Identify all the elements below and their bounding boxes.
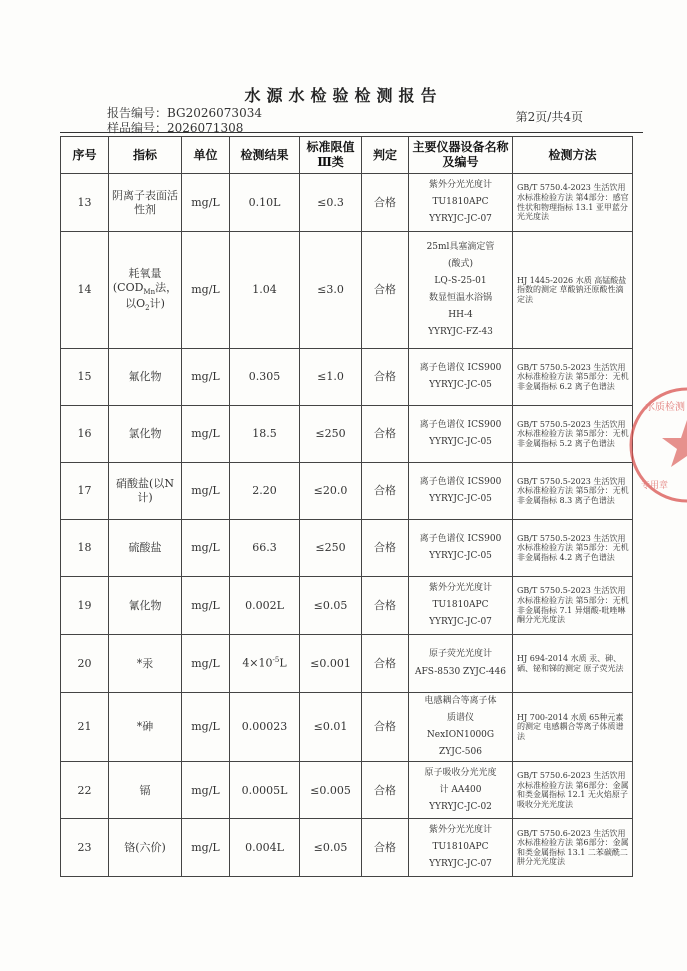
row-instrument [409,406,513,463]
row-result: 1.04 [230,232,300,349]
row-result: 0.002L [230,577,300,635]
instrument-line: TU1810APC [432,196,489,207]
row-instrument [409,232,513,349]
row-verdict: 合格 [362,463,409,520]
row-method: GB/T 5750.5-2023 生活饮用水标准检验方法 第5部分：无机非金属指标 4.2 离子色谱法 [513,520,633,577]
instrument-line: 紫外分光光度计 [428,825,492,836]
row-limit: ≤0.05 [300,819,362,877]
row-limit: ≤250 [300,520,362,577]
row-indicator: 硝酸盐(以N计) [109,463,182,520]
row-limit: ≤20.0 [300,463,362,520]
row-indicator: *砷 [109,693,182,762]
row-instrument [409,693,513,762]
col-header-verdict: 判定 [362,137,409,174]
instrument-line: 计 AA400 [439,784,482,795]
table-header-row [61,137,633,174]
row-instrument [409,349,513,406]
instrument-line: 原子荧光光度计 [428,649,492,660]
instrument-line: 紫外分光光度计 [428,179,492,190]
row-index: 19 [61,577,109,635]
row-instrument [409,174,513,232]
instrument-line: 离子色谱仪 ICS900 [419,419,502,430]
table-row [61,232,633,349]
row-method: GB/T 5750.6-2023 生活饮用水标准检验方法 第6部分：金属和类金属指标 13.1 二苯碳酰二肼分光光度法 [513,819,633,877]
row-indicator: 铬(六价) [109,819,182,877]
table-row [61,693,633,762]
row-index: 18 [61,520,109,577]
row-result: 0.00023 [230,693,300,762]
instrument-line: YYRYJC-JC-05 [429,437,492,447]
row-unit: mg/L [182,635,230,693]
instrument-line: YYRYJC-JC-05 [429,494,492,504]
instrument-line: HH-4 [448,310,473,321]
row-instrument [409,463,513,520]
row-index: 14 [61,232,109,349]
table-row [61,406,633,463]
row-limit: ≤1.0 [300,349,362,406]
stamp-seal [627,380,687,510]
row-indicator: 氯化物 [109,406,182,463]
row-verdict: 合格 [362,819,409,877]
instrument-line: 紫外分光光度计 [428,582,492,593]
row-verdict: 合格 [362,693,409,762]
row-instrument [409,819,513,877]
instrument-line: YYRYJC-JC-07 [429,617,492,628]
instrument-line: AFS-8530 ZYJC-446 [415,666,506,677]
row-instrument [409,762,513,819]
row-index: 13 [61,174,109,232]
row-method: GB/T 5750.5-2023 生活饮用水标准检验方法 第5部分：无机非金属指标 6.2 离子色谱法 [513,349,633,406]
row-indicator: 氰化物 [109,577,182,635]
row-unit: mg/L [182,463,230,520]
row-indicator: 氟化物 [109,349,182,406]
row-index: 20 [61,635,109,693]
instrument-line: TU1810APC [432,599,489,610]
row-result: 0.004L [230,819,300,877]
row-verdict: 合格 [362,762,409,819]
row-index: 21 [61,693,109,762]
instrument-line: NexION1000G [426,730,495,741]
row-unit: mg/L [182,693,230,762]
row-unit: mg/L [182,406,230,463]
header-rule [60,132,643,133]
col-header-method: 检测方法 [513,137,633,174]
row-instrument [409,520,513,577]
instrument-line: LQ-S-25-01 [434,275,487,286]
table-row [61,577,633,635]
instrument-line: YYRYJC-JC-05 [429,380,492,390]
row-verdict: 合格 [362,232,409,349]
row-method: GB/T 5750.5-2023 生活饮用水标准检验方法 第5部分：无机非金属指标 7.1 异烟酸-吡唑啉酮分光光度法 [513,577,633,635]
row-unit: mg/L [182,232,230,349]
row-verdict: 合格 [362,349,409,406]
sample-number: 样品编号：2026071308 [107,121,244,135]
row-indicator: 耗氧量($COD_{Mn}$法，以$O_2$计) [109,232,182,349]
row-result: 18.5 [230,406,300,463]
instrument-line: YYRYJC-JC-05 [429,551,492,561]
instrument-line: YYRYJC-FZ-43 [428,327,493,338]
col-header-unit: 单位 [182,137,230,174]
row-unit: mg/L [182,819,230,877]
row-result: 0.0005L [230,762,300,819]
row-method: GB/T 5750.6-2023 生活饮用水标准检验方法 第6部分：金属和类金属指标 12.1 无火焰原子吸收分光光度法 [513,762,633,819]
row-method: HJ 1445-2026 水质 高锰酸盐指数的测定 草酸钠还原酸性滴定法 [513,232,633,349]
row-indicator: 镉 [109,762,182,819]
row-verdict: 合格 [362,520,409,577]
col-header-indicator: 指标 [109,137,182,174]
table-row [61,349,633,406]
row-indicator: 阴离子表面活性剂 [109,174,182,232]
row-method: GB/T 5750.5-2023 生活饮用水标准检验方法 第5部分：无机非金属指标 8.3 离子色谱法 [513,463,633,520]
row-unit: mg/L [182,520,230,577]
instrument-line: (酸式) [447,258,474,269]
instrument-line: 离子色谱仪 ICS900 [419,476,502,487]
row-indicator: *汞 [109,635,182,693]
row-index: 17 [61,463,109,520]
row-result: 66.3 [230,520,300,577]
row-verdict: 合格 [362,406,409,463]
table-row [61,819,633,877]
table-row [61,174,633,232]
row-limit: ≤250 [300,406,362,463]
row-verdict: 合格 [362,635,409,693]
row-limit: ≤0.001 [300,635,362,693]
instrument-line: 数显恒温水浴锅 [428,293,492,303]
instrument-line: 原子吸收分光光度 [424,767,497,778]
row-limit: ≤0.3 [300,174,362,232]
row-verdict: 合格 [362,577,409,635]
row-limit: ≤3.0 [300,232,362,349]
table-row [61,463,633,520]
col-header-limit: 标准限值Ⅲ类 [300,137,362,174]
col-header-result: 检测结果 [230,137,300,174]
table-row [61,762,633,819]
report-number: 报告编号：BG2026073034 [107,106,262,120]
row-unit: mg/L [182,577,230,635]
instrument-line: YYRYJC-JC-02 [429,801,492,812]
page-indicator: 第2页/共4页 [515,110,583,124]
instrument-line: YYRYJC-JC-07 [429,859,492,870]
row-unit: mg/L [182,762,230,819]
report-title: 水源水检验检测报告 [244,86,443,105]
row-index: 22 [61,762,109,819]
row-indicator: 硫酸盐 [109,520,182,577]
row-index: 23 [61,819,109,877]
instrument-line: 25ml具塞滴定管 [426,241,495,252]
row-method: GB/T 5750.5-2023 生活饮用水标准检验方法 第5部分：无机非金属指标 5.2 离子色谱法 [513,406,633,463]
row-instrument [409,577,513,635]
instrument-line: TU1810APC [432,842,489,853]
svg-text:专用章: 专用章 [641,481,669,491]
row-method: HJ 694-2014 水质 汞、砷、硒、铋和锑的测定 原子荧光法 [513,635,633,693]
row-unit: mg/L [182,174,230,232]
row-limit: ≤0.05 [300,577,362,635]
row-index: 16 [61,406,109,463]
instrument-line: 质谱仪 [446,713,474,724]
instrument-line: 离子色谱仪 ICS900 [419,533,502,544]
instrument-line: ZYJC-506 [439,747,482,758]
row-limit: ≤0.005 [300,762,362,819]
col-header-index: 序号 [61,137,109,174]
row-unit: mg/L [182,349,230,406]
row-result: 2.20 [230,463,300,520]
row-result: 0.10L [230,174,300,232]
row-instrument [409,635,513,693]
col-header-instrument: 主要仪器设备名称及编号 [409,137,513,174]
row-index: 15 [61,349,109,406]
row-result: 0.305 [230,349,300,406]
row-result: $4\times 10^{-5}L$ [230,635,300,693]
instrument-line: YYRYJC-JC-07 [429,214,492,225]
row-verdict: 合格 [362,174,409,232]
table-row [61,520,633,577]
row-method: GB/T 5750.4-2023 生活饮用水标准检验方法 第4部分：感官性状和物理指标 13.1 亚甲蓝分光光度法 [513,174,633,232]
instrument-line: 离子色谱仪 ICS900 [419,362,502,373]
row-limit: ≤0.01 [300,693,362,762]
results-table [60,136,633,877]
instrument-line: 电感耦合等离子体 [424,696,497,706]
svg-text:水质检测: 水质检测 [645,402,685,413]
table-row [61,635,633,693]
row-method: HJ 700-2014 水质 65种元素的测定 电感耦合等离子体质谱法 [513,693,633,762]
